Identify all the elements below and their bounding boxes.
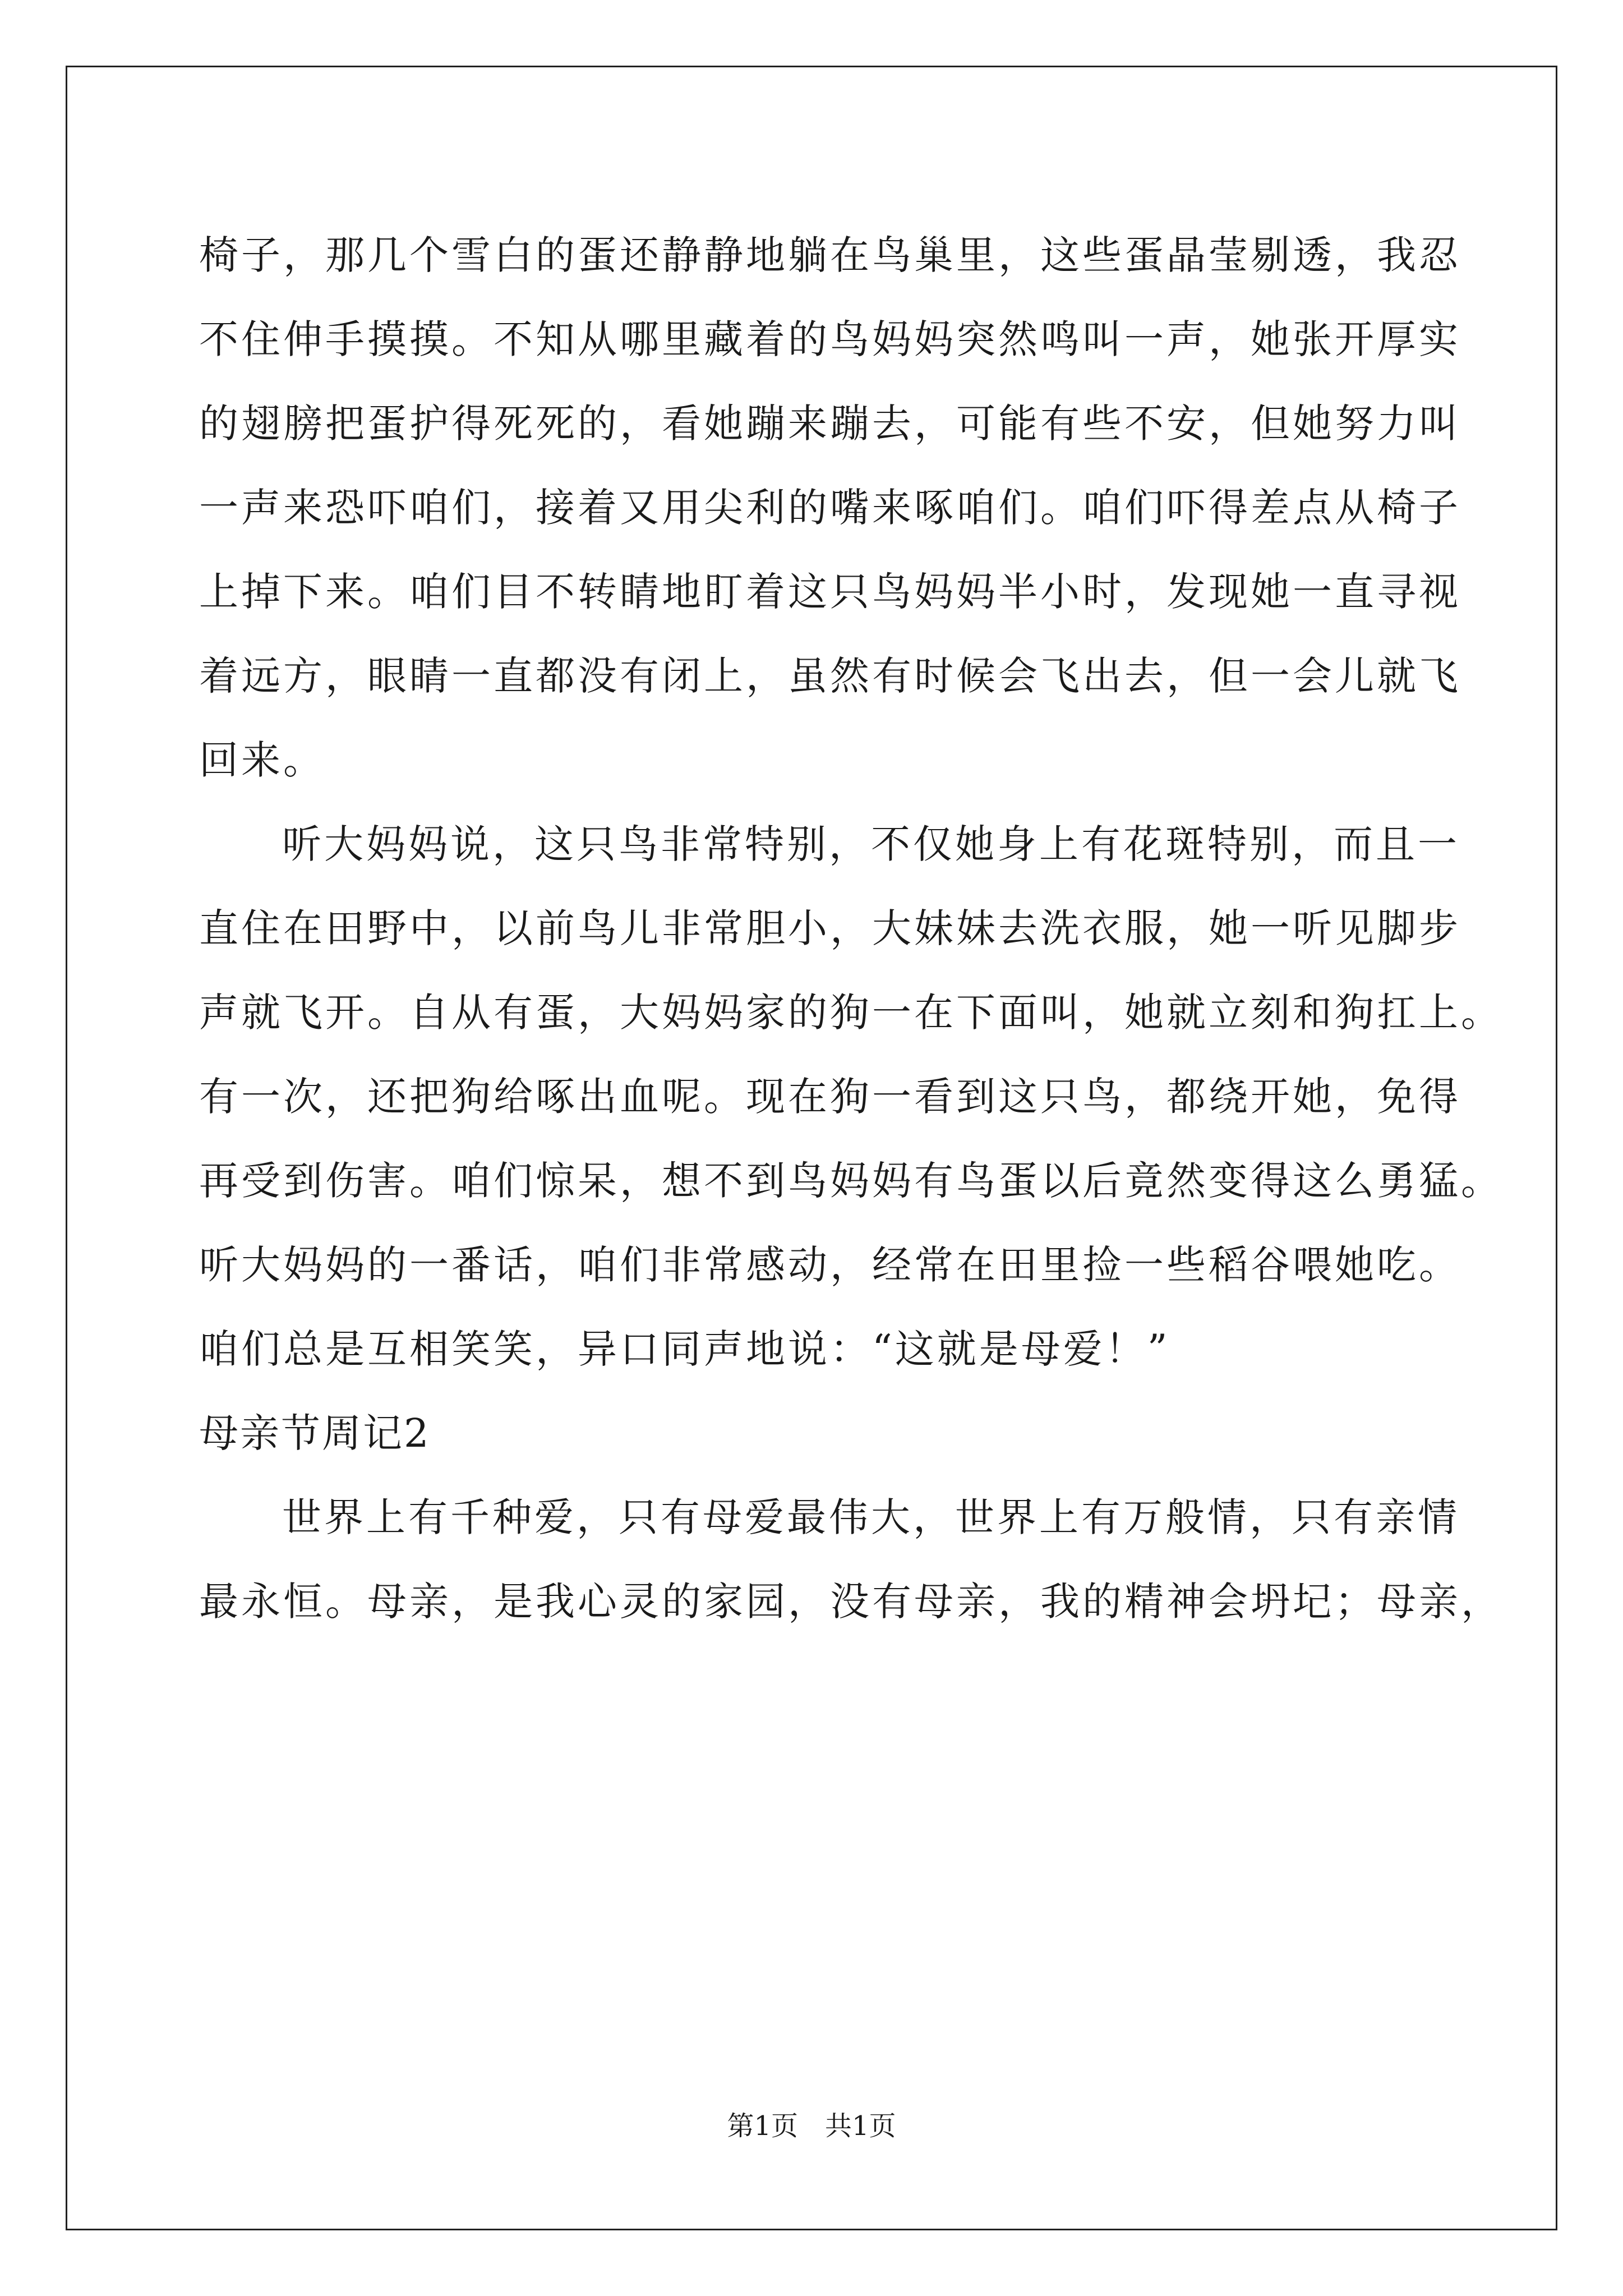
- paragraph-line: 咱们总是互相笑笑，异口同声地说：“这就是母爱！”: [199, 1326, 1170, 1372]
- paragraph-line: 的翅膀把蛋护得死死的，看她蹦来蹦去，可能有些不安，但她努力叫: [199, 401, 1461, 447]
- paragraph-line: 上掉下来。咱们目不转睛地盯着这只鸟妈妈半小时，发现她一直寻视: [199, 569, 1461, 615]
- paragraph-line: 世界上有千种爱，只有母爱最伟大，世界上有万般情，只有亲情: [282, 1494, 1460, 1540]
- paragraph-line: 声就飞开。自从有蛋，大妈妈家的狗一在下面叫，她就立刻和狗扛上。: [199, 990, 1503, 1036]
- paragraph-line: 椅子，那几个雪白的蛋还静静地躺在鸟巢里，这些蛋晶莹剔透，我忍: [199, 232, 1461, 278]
- paragraph-line: 一声来恐吓咱们，接着又用尖利的嘴来啄咱们。咱们吓得差点从椅子: [199, 485, 1461, 531]
- paragraph-line: 有一次，还把狗给啄出血呢。现在狗一看到这只鸟，都绕开她，免得: [199, 1074, 1461, 1120]
- document-body: [199, 213, 1503, 1644]
- page-footer: 第1页 共1页: [727, 2110, 896, 2142]
- paragraph-line: 再受到伤害。咱们惊呆，想不到鸟妈妈有鸟蛋以后竟然变得这么勇猛。: [199, 1158, 1503, 1204]
- paragraph-line: 回来。: [199, 737, 325, 783]
- paragraph-line: 不住伸手摸摸。不知从哪里藏着的鸟妈妈突然鸣叫一声，她张开厚实: [199, 316, 1461, 362]
- section-heading: 母亲节周记2: [199, 1410, 431, 1456]
- paragraph-line: 听大妈妈说，这只鸟非常特别，不仅她身上有花斑特别，而且一: [282, 821, 1460, 867]
- paragraph-line: 着远方，眼睛一直都没有闭上，虽然有时候会飞出去，但一会儿就飞: [199, 653, 1461, 699]
- paragraph-line: 直住在田野中，以前鸟儿非常胆小，大妹妹去洗衣服，她一听见脚步: [199, 905, 1461, 951]
- paragraph-line: 最永恒。母亲，是我心灵的家园，没有母亲，我的精神会坍圮；母亲，: [199, 1579, 1503, 1625]
- paragraph-line: 听大妈妈的一番话，咱们非常感动，经常在田里捡一些稻谷喂她吃。: [199, 1242, 1461, 1288]
